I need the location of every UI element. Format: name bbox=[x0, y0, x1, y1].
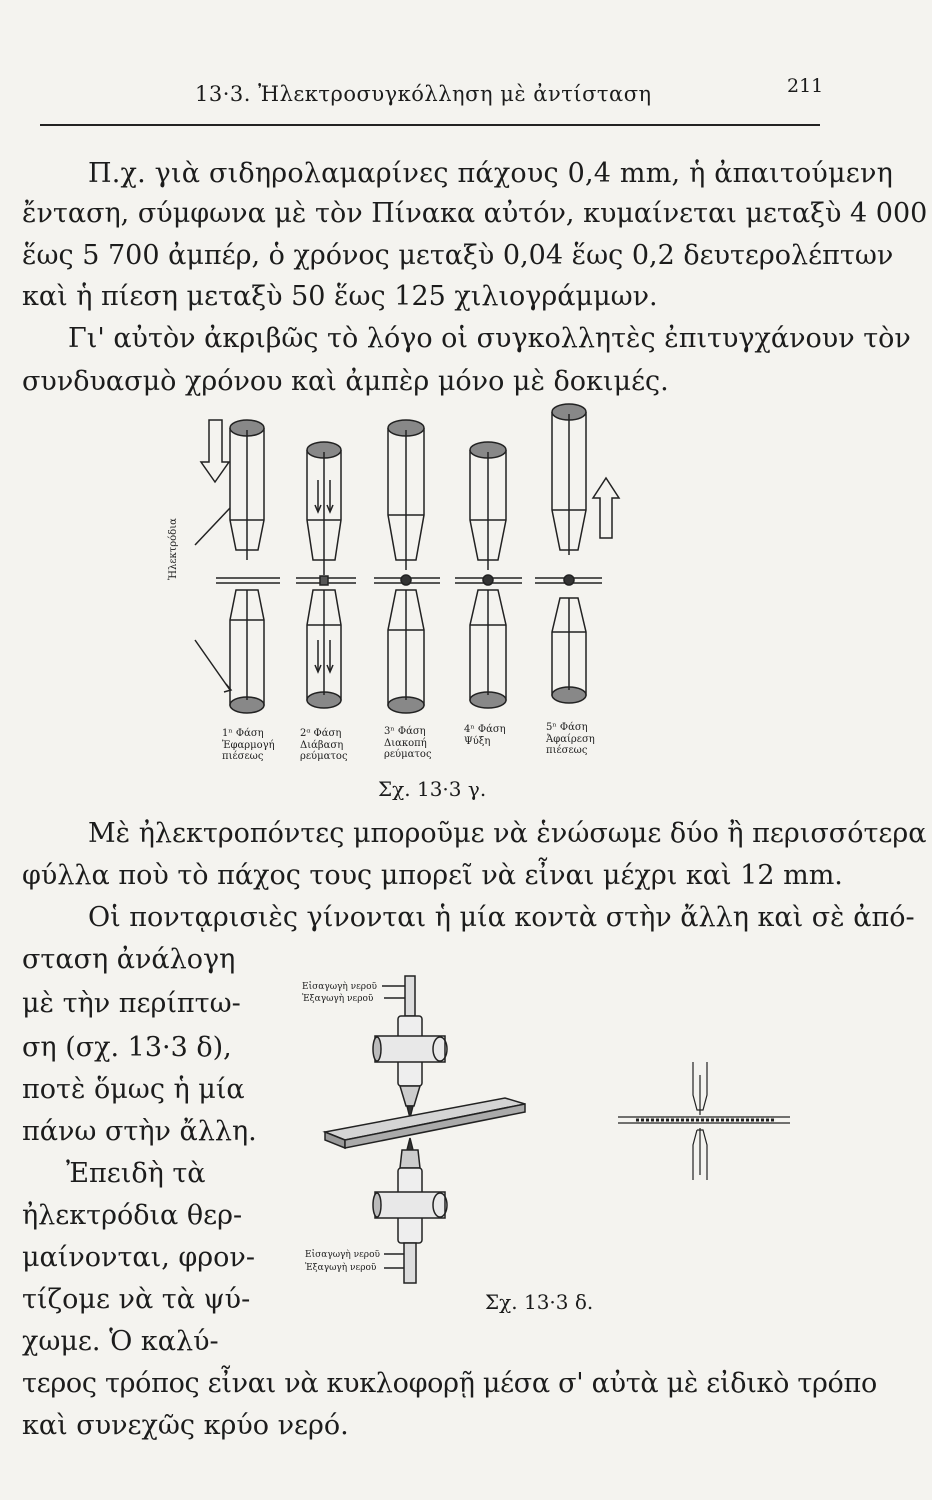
text-line: συνδυασμὸ χρόνου καὶ ἀμπὲρ μόνο μὲ δοκιμές. bbox=[22, 366, 669, 397]
up-arrow-icon bbox=[593, 478, 619, 538]
text-line: τερος τρόπος εἶναι νὰ κυκλοφορῇ μέσα σ' αὐτὰ μὲ εἰδικὸ τρόπο bbox=[22, 1368, 877, 1399]
text-line: ποτὲ ὅμως ἡ μία bbox=[22, 1074, 245, 1105]
text-line: ἕως 5 700 ἀμπέρ, ὁ χρόνος μεταξὺ 0,04 ἕως 0,2 δευτερολέπτων bbox=[22, 240, 894, 271]
text-line: Μὲ ἠλεκτροπόντες μποροῦμε νὰ ἑνώσωμε δύο ἢ περισσότερα bbox=[88, 818, 927, 849]
running-header-title: 13·3. Ἠλεκτροσυγκόλληση μὲ ἀντίσταση bbox=[195, 82, 652, 106]
text-line: ση (σχ. 13·3 δ), bbox=[22, 1032, 232, 1063]
electrodes-label: Ἠλεκτρόδια bbox=[168, 518, 179, 580]
phase-label-5: 5ⁿ Φάση Ἀφαίρεση πιέσεως bbox=[546, 722, 595, 756]
text-line: φύλλα ποὺ τὸ πάχος τους μπορεῖ νὰ εἶναι μέχρι καὶ 12 mm. bbox=[22, 860, 843, 891]
electrode-pair-phase-3 bbox=[374, 420, 440, 713]
text-line: μαίνονται, φρον- bbox=[22, 1242, 255, 1273]
phase-label-3: 3ⁿ Φάση Διακοπή ρεύματος bbox=[384, 726, 432, 760]
leader-line bbox=[195, 640, 230, 690]
text-line: τίζομε νὰ τὰ ψύ- bbox=[22, 1284, 251, 1315]
text-line: ἠλεκτρόδια θερ- bbox=[22, 1200, 243, 1231]
water-inlet-label-top: Εἰσαγωγὴ νεροῦ bbox=[302, 982, 377, 992]
text-line: Γι' αὐτὸν ἀκριβῶς τὸ λόγο οἱ συγκολλητὲς ἐπιτυγχάνουν τὸν bbox=[68, 323, 911, 354]
text-line: Οἱ ποντᾳρισιὲς γίνονται ἡ μία κοντὰ στὴν ἄλλη καὶ σὲ ἀπό- bbox=[88, 902, 915, 933]
electrode-pair-phase-1 bbox=[216, 420, 280, 713]
text-line: σταση ἀνάλογη bbox=[22, 944, 236, 975]
water-outlet-label-bottom: Ἐξαγωγὴ νεροῦ bbox=[305, 1263, 377, 1273]
phase-label-4: 4ⁿ Φάση Ψύξη bbox=[464, 724, 506, 747]
electrode-pair-phase-4 bbox=[455, 442, 522, 708]
figure-caption-13-3-g: Σχ. 13·3 γ. bbox=[378, 777, 487, 801]
text-line: πάνω στὴν ἄλλη. bbox=[22, 1116, 257, 1147]
figure-13-3-d-electrodes bbox=[325, 976, 525, 1283]
page-number: 211 bbox=[787, 75, 824, 97]
electrode-pair-phase-2 bbox=[296, 442, 356, 708]
water-inlet-label-bottom: Εἰσαγωγὴ νεροῦ bbox=[305, 1250, 380, 1260]
water-outlet-label-top: Ἐξαγωγὴ νεροῦ bbox=[302, 994, 374, 1004]
text-line: Ἐπειδὴ τὰ bbox=[66, 1158, 206, 1189]
text-line: χωμε. Ὁ καλύ- bbox=[22, 1326, 219, 1357]
text-line: καὶ συνεχῶς κρύο νερό. bbox=[22, 1410, 349, 1441]
text-line: καὶ ἡ πίεση μεταξὺ 50 ἕως 125 χιλιογράμμων. bbox=[22, 281, 658, 312]
leader-line bbox=[195, 508, 230, 545]
figure-13-3-d-seam bbox=[618, 1062, 790, 1180]
figure-caption-13-3-d: Σχ. 13·3 δ. bbox=[485, 1290, 594, 1314]
phase-label-1: 1ⁿ Φάση Ἐφαρμογή πιέσεως bbox=[222, 728, 275, 762]
down-arrow-icon bbox=[201, 420, 229, 482]
phase-label-2: 2ᵅ Φάση Διάβαση ρεύματος bbox=[300, 728, 348, 762]
electrode-pair-phase-5 bbox=[535, 404, 602, 703]
text-line: ἔνταση, σύμφωνα μὲ τὸν Πίνακα αὐτόν, κυμαίνεται μεταξὺ 4 000 bbox=[22, 198, 928, 229]
text-line: μὲ τὴν περίπτω- bbox=[22, 988, 241, 1019]
text-line: Π.χ. γιὰ σιδηρολαμαρίνες πάχους 0,4 mm, ἡ ἀπαιτούμενη bbox=[88, 158, 893, 189]
